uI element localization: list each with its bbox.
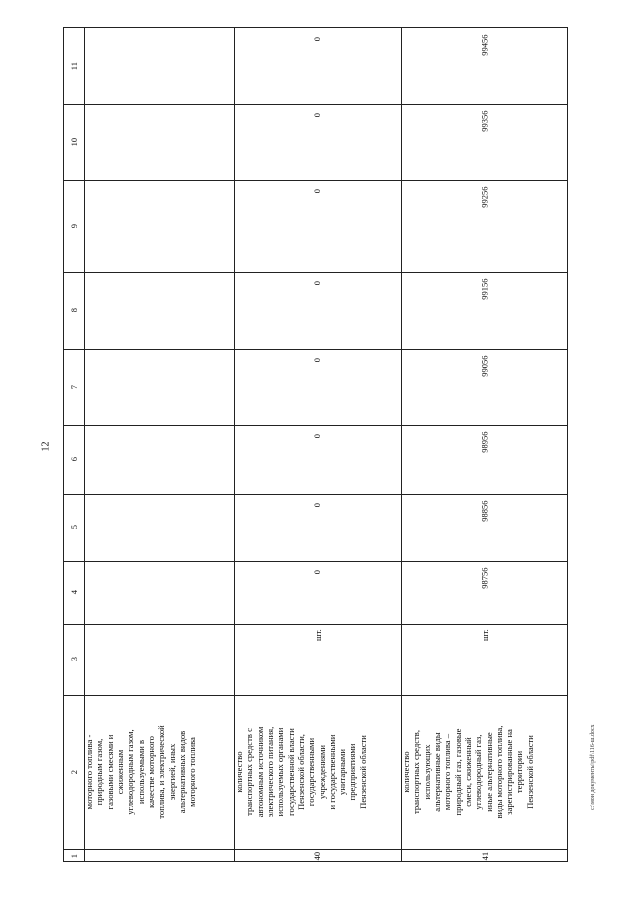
- value-cell: [84, 272, 234, 355]
- value-cell: [234, 180, 401, 278]
- header-cell-text: 6: [68, 457, 79, 462]
- unit-of-measure: [234, 624, 401, 701]
- data-table: [63, 27, 568, 862]
- value-cell: [84, 561, 234, 630]
- header-cell-9: [64, 180, 84, 272]
- value-cell: [401, 104, 569, 192]
- unit-text: шт.: [312, 629, 323, 641]
- header-cell-text: 10: [68, 137, 79, 147]
- indicator-description-text: количество транспортных средств с автономным источником электрического питания, используемых органами государственной власти Пензенской области, государственными учреждениями и государственными унитарными предприятиями Пензенской области: [234, 726, 368, 818]
- value-cell: [234, 349, 401, 431]
- value-text: 99156: [479, 278, 490, 300]
- header-cell-text: 9: [68, 223, 79, 229]
- row-number-text: 41: [479, 851, 490, 861]
- indicator-description-text: моторного топлива - природным газом, газовыми смесями и сжиженным углеводородным газом, используемыми в качестве моторного топлива, и электрической энергией, иных альтернативных видов моторного топлива: [84, 725, 198, 819]
- value-text: 98956: [479, 431, 490, 453]
- value-cell: [234, 28, 401, 110]
- page-number: 12: [40, 441, 52, 452]
- row-number: [234, 849, 401, 863]
- value-cell: [84, 104, 234, 186]
- value-text: 99456: [479, 34, 490, 56]
- value-cell: [84, 28, 234, 110]
- footer-file-path: c:\мои документы\pdf\116-ш.docx: [590, 724, 596, 810]
- header-cell-5: [64, 494, 84, 561]
- value-cell: [84, 180, 234, 278]
- indicator-description: [234, 695, 401, 849]
- row-number: [84, 849, 234, 863]
- value-text: 0: [312, 280, 323, 286]
- header-cell-7: [64, 349, 84, 425]
- header-cell-2: [64, 695, 84, 849]
- indicator-description: [84, 695, 234, 849]
- value-text: 0: [312, 112, 323, 118]
- value-cell: [401, 349, 569, 437]
- value-cell: [234, 494, 401, 567]
- header-cell-text: 11: [68, 61, 79, 71]
- value-text: 0: [312, 357, 323, 363]
- value-cell: [84, 425, 234, 500]
- value-text: 0: [312, 36, 323, 42]
- value-text: 98756: [479, 567, 490, 589]
- indicator-description-text: количество транспортных средств, использующих альтернативные виды моторного топлива – природный газ, газовые смеси, сжиженный углеводородный газ, иные альтернативные виды моторного топлива, зарегистрированные на территории Пензенской области: [401, 725, 535, 819]
- value-cell: [234, 425, 401, 500]
- header-cell-text: 1: [68, 853, 79, 859]
- value-text: 0: [312, 188, 323, 194]
- unit-of-measure: [84, 624, 234, 701]
- header-cell-8: [64, 272, 84, 349]
- value-text: 99356: [479, 110, 490, 132]
- header-cell-1: [64, 849, 84, 863]
- value-cell: [234, 272, 401, 355]
- value-cell: [84, 349, 234, 431]
- header-cell-text: 8: [68, 308, 79, 313]
- header-cell-3: [64, 624, 84, 695]
- value-text: 99056: [479, 355, 490, 377]
- header-cell-text: 3: [68, 657, 79, 662]
- value-cell: [401, 180, 569, 284]
- indicator-description: [401, 695, 569, 849]
- value-text: 0: [312, 502, 323, 508]
- value-cell: [401, 425, 569, 506]
- value-text: 0: [312, 569, 323, 575]
- header-cell-11: [64, 28, 84, 104]
- value-cell: [234, 104, 401, 186]
- unit-text: шт.: [479, 629, 490, 641]
- header-cell-6: [64, 425, 84, 494]
- value-text: 99256: [479, 186, 490, 208]
- value-cell: [401, 272, 569, 361]
- header-cell-text: 7: [68, 384, 79, 390]
- header-cell-text: 2: [68, 769, 79, 775]
- header-cell-text: 5: [68, 525, 79, 530]
- value-cell: [84, 494, 234, 567]
- header-cell-text: 4: [68, 590, 79, 595]
- header-cell-4: [64, 561, 84, 624]
- value-text: 98856: [479, 500, 490, 522]
- value-cell: [401, 28, 569, 116]
- row-number-text: 40: [312, 851, 323, 861]
- header-cell-10: [64, 104, 84, 180]
- value-text: 0: [312, 433, 323, 439]
- value-cell: [234, 561, 401, 630]
- row-number: [401, 849, 569, 863]
